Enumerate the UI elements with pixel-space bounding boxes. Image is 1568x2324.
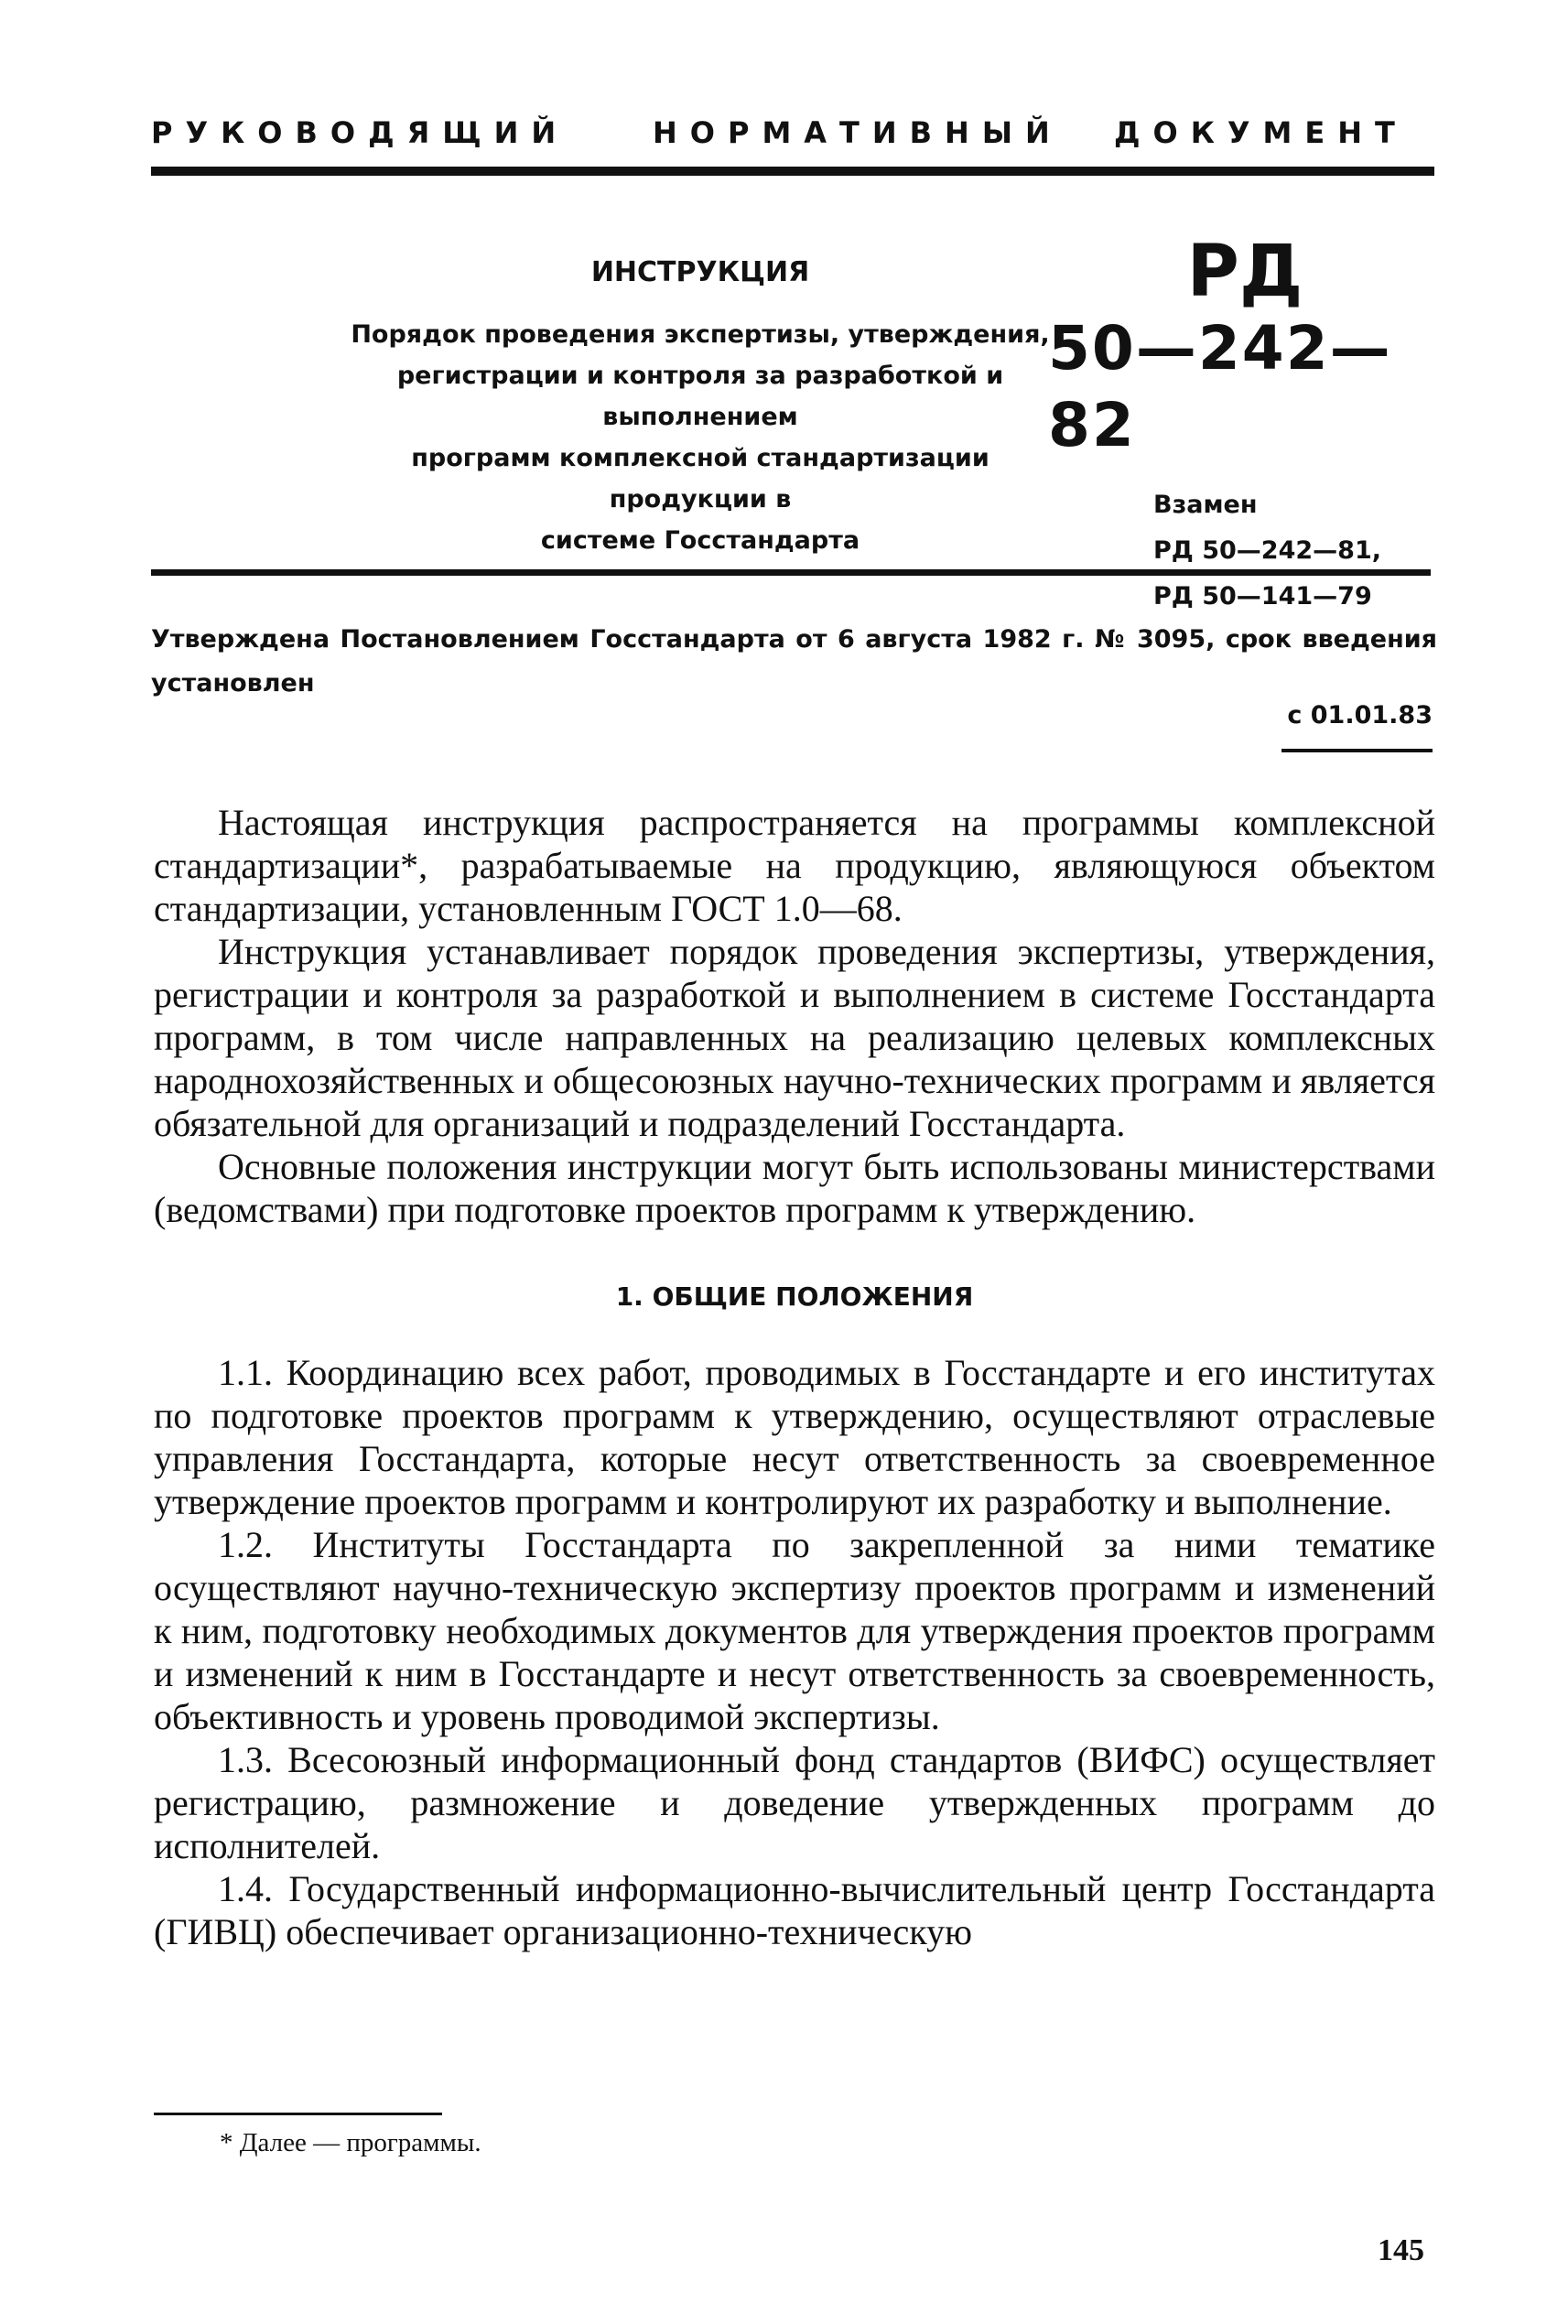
section-paragraph: 1.4. Государственный информационно-вычислительный центр Госстандарта (ГИВЦ) обеспечивает организационно-техническую — [154, 1868, 1435, 1952]
document-kind: ИНСТРУКЦИЯ — [590, 256, 810, 288]
section-paragraph: 1.1. Координацию всех работ, проводимых в Госстандарте и его институтах по подготовке проектов программ к утверждению, осуществляют отраслевые управления Госстандарта, которые несут ответственность за своевременное утверждение проектов программ и контролируют их разработку и выполнение. — [154, 1352, 1435, 1522]
page-number: 145 — [1378, 2233, 1424, 2267]
banner-word-1: РУКОВОДЯЩИЙ — [151, 115, 569, 150]
intro-paragraph: Настоящая инструкция распространяется на программы комплексной стандартизации*, разрабатываемые на продукцию, являющуюся объектом стандартизации, установленным ГОСТ 1.0—68. — [154, 802, 1435, 929]
footnote: * Далее — программы. — [220, 2128, 481, 2157]
document-code-abbr: РД — [1186, 231, 1303, 313]
banner-word-3: ДОКУМЕНТ — [1114, 115, 1408, 150]
subject-line: системе Госстандарта — [540, 526, 860, 555]
document-code-number: 50—242—82 — [1048, 313, 1392, 460]
subject-line: Порядок проведения экспертизы, утверждения, — [351, 320, 1050, 349]
replaces-block — [1153, 482, 1446, 620]
document-body — [154, 801, 1435, 1953]
header-rule — [151, 569, 1431, 576]
effective-date-rule — [1281, 749, 1433, 752]
document-heading — [343, 256, 1057, 561]
section-title: 1. ОБЩИЕ ПОЛОЖЕНИЯ — [615, 1281, 974, 1312]
document-subject — [343, 314, 1057, 561]
effective-date: с 01.01.83 — [1287, 701, 1433, 730]
footnote-rule — [154, 2113, 442, 2115]
banner-rule — [151, 167, 1434, 176]
subject-line: программ комплексной стандартизации продукции в — [411, 444, 989, 513]
replaces-label: Взамен — [1153, 491, 1258, 519]
intro-paragraph: Основные положения инструкции могут быть использованы министерствами (ведомствами) при подготовке проектов программ к утверждению. — [154, 1146, 1435, 1230]
section-paragraph: 1.2. Институты Госстандарта по закрепленной за ними тематике осуществляют научно-техническую экспертизу проектов программ и изменений к ним, подготовку необходимых документов для утверждения проектов программ и изменений к ним в Госстандарте и несут ответственность за своевременность, объективность и уровень проводимой экспертизы. — [154, 1524, 1435, 1737]
replaced-document: РД 50—141—79 — [1153, 582, 1372, 611]
section-paragraph: 1.3. Всесоюзный информационный фонд стандартов (ВИФС) осуществляет регистрацию, размножение и доведение утвержденных программ до исполнителей. — [154, 1739, 1435, 1866]
document-code-block — [1044, 233, 1446, 620]
subject-line: регистрации и контроля за разработкой и выполнением — [396, 362, 1004, 431]
approval-statement: Утверждена Постановлением Госстандарта от 6 августа 1982 г. № 3095, срок введения установлен — [151, 625, 1437, 697]
intro-paragraph: Инструкция устанавливает порядок проведения экспертизы, утверждения, регистрации и контроля за разработкой и выполнением в системе Госстандарта программ, в том числе направленных на реализацию целевых комплексных народнохозяйственных и общесоюзных научно-технических программ и является обязательной для организаций и подразделений Госстандарта. — [154, 931, 1435, 1144]
replaced-document: РД 50—242—81, — [1153, 536, 1381, 565]
banner-word-2: НОРМАТИВНЫЙ — [653, 115, 1063, 150]
